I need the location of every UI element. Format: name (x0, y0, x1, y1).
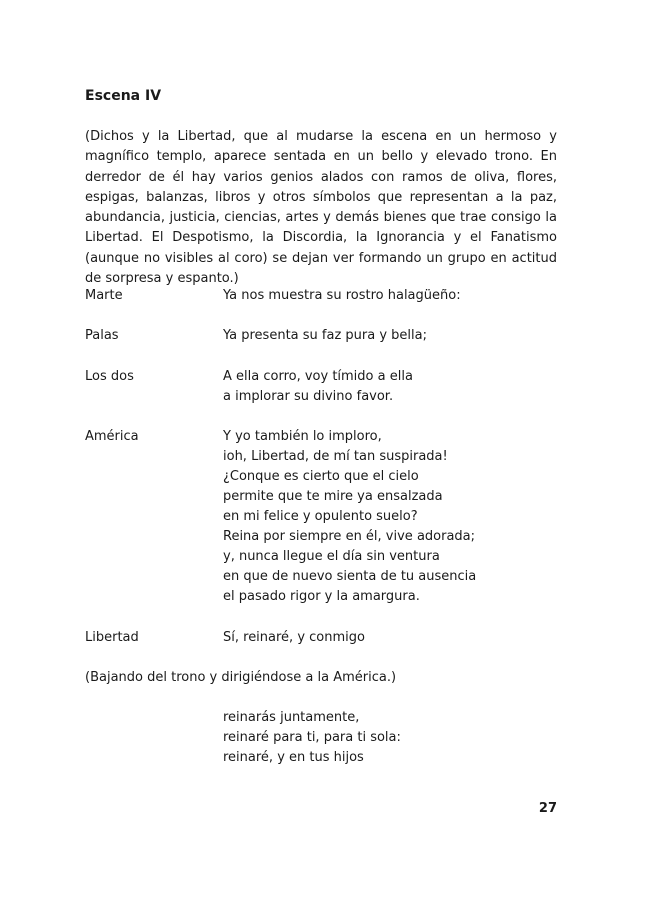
stage-direction-inline: (Bajando del trono y dirigiéndose a la América.) (85, 670, 397, 685)
verse-line: en mi felice y opulento suelo? (223, 509, 418, 524)
speaker-name: Marte (85, 288, 123, 303)
verse-line: reinaré para ti, para ti sola: (223, 730, 401, 745)
verse-line: el pasado rigor y la amargura. (223, 589, 420, 604)
dialogue-entry-los-dos (85, 367, 557, 407)
scene-title: Escena IV (85, 88, 162, 104)
verse-line: Reina por siempre en él, vive adorada; (223, 529, 476, 544)
verse-block (223, 326, 557, 346)
verse-line: A ella corro, voy tímido a ella (223, 369, 413, 384)
verse-line: en que de nuevo sienta de tu ausencia (223, 569, 477, 584)
verse-line: y, nunca llegue el día sin ventura (223, 549, 440, 564)
verse-line: Y yo también lo imploro, (223, 429, 382, 444)
dialogue-entry-marte (85, 286, 557, 306)
page-number: 27 (538, 801, 557, 816)
verse-line: ¿Conque es cierto que el cielo (223, 469, 419, 484)
verse-line: reinaré, y en tus hijos (223, 750, 364, 765)
verse-line: a implorar su divino favor. (223, 389, 394, 404)
verse-block (223, 427, 557, 607)
speaker-name: América (85, 429, 139, 444)
verse-block (223, 367, 557, 407)
verse-block (223, 628, 557, 648)
verse-line: Ya presenta su faz pura y bella; (223, 328, 427, 343)
stage-direction: (Dichos y la Libertad, que al mudarse la escena en un hermoso y magnífico templo, aparece sentada en un bello y elevado trono. En derredor de él hay varios genios alados con ramos de oliva, flores, espigas, balanzas, libros y otros símbolos que representan a la paz, abundancia, justicia, ciencias, artes y demás bienes que trae consigo la Libertad. El Despotismo, la Discordia, la Ignorancia y el Fanatismo (aunque no visibles al coro) se dejan ver formando un grupo en actitud de sorpresa y espanto.) (85, 129, 557, 287)
verse-line: Sí, reinaré, y conmigo (223, 630, 365, 645)
verse-line: permite que te mire ya ensalzada (223, 489, 443, 504)
verse-line: ioh, Libertad, de mí tan suspirada! (223, 449, 448, 464)
verse-block (223, 286, 557, 306)
verse-line: Ya nos muestra su rostro halagüeño: (223, 288, 461, 303)
speaker-name: Los dos (85, 369, 134, 384)
speaker-name: Libertad (85, 630, 139, 645)
speaker-name: Palas (85, 328, 119, 343)
dialogue-entry-libertad (85, 628, 557, 648)
dialogue-entry-america (85, 427, 557, 607)
verse-line: reinarás juntamente, (223, 710, 360, 725)
dialogue-entry-palas (85, 326, 557, 346)
verse-continuation (223, 708, 401, 768)
book-page (85, 0, 557, 919)
